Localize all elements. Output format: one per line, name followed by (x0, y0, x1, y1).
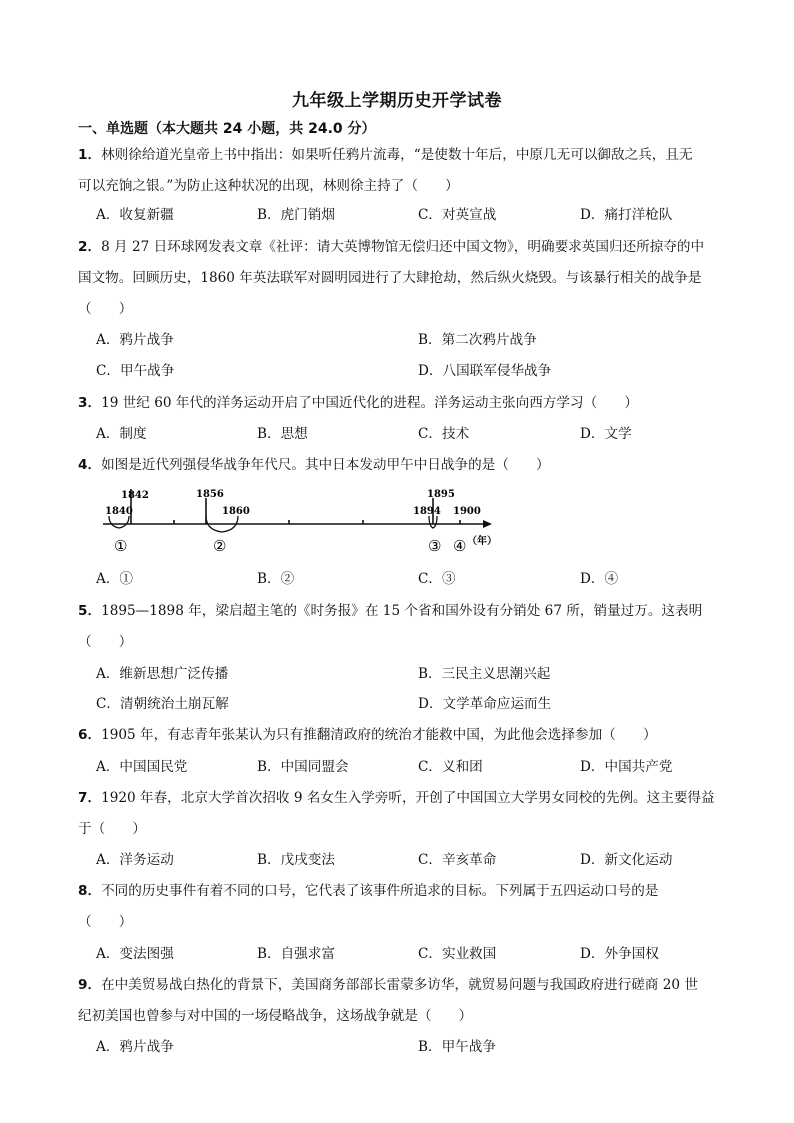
section-heading: 一、单选题（本大题共 24 小题，共 24.0 分） (78, 121, 376, 137)
question-number: 9． (78, 977, 102, 993)
option-a[interactable]: A．维新思想广泛传播 (96, 666, 229, 682)
question-text: 19 世纪 60 年代的洋务运动开启了中国近代化的进程。洋务运动主张向西方学习（ ） (101, 395, 638, 411)
question-number: 6． (78, 727, 102, 743)
option-c[interactable]: C．甲午战争 (96, 363, 175, 379)
bracket-1 (109, 516, 129, 528)
year-label-1842: 1842 (121, 490, 149, 501)
question-number: 1． (78, 147, 102, 163)
option-c[interactable]: C．技术 (418, 426, 470, 442)
question-text: 国文物。回顾历史，1860 年英法联军对圆明园进行了大肆抢劫，然后纵火烧毁。与该暴行相关的战争是 (78, 270, 702, 286)
option-b[interactable]: B．甲午战争 (418, 1039, 496, 1055)
question-2 (78, 232, 724, 325)
question-1 (78, 140, 724, 202)
question-6 (78, 720, 724, 751)
question-text: 如图是近代列强侵华战争年代尺。其中日本发动甲午中日战争的是（ ） (101, 457, 550, 473)
option-d[interactable]: D．④ (580, 571, 619, 587)
option-d[interactable]: D．文学革命应运而生 (418, 696, 552, 712)
option-b[interactable]: B．三民主义思潮兴起 (418, 666, 551, 682)
question-text: 不同的历史事件有着不同的口号，它代表了该事件所追求的目标。下列属于五四运动口号的是 (101, 883, 659, 899)
options-2b (96, 356, 736, 387)
question-number: 2． (78, 239, 102, 255)
question-text: 可以充饷之银。”为防止这种状况的出现，林则徐主持了（ ） (78, 178, 459, 194)
option-a[interactable]: A．鸦片战争 (96, 332, 174, 348)
question-text: 1895—1898 年，梁启超主笔的《时务报》在 15 个省和国外设有分销处 67 所，销量过万。这表明 (101, 603, 703, 619)
option-b[interactable]: B．自强求富 (257, 946, 335, 962)
page-title: 九年级上学期历史开学试卷 (292, 91, 502, 111)
question-text: 在中美贸易战白热化的背景下，美国商务部部长雷蒙多访华，就贸易问题与我国政府进行磋商 20 世 (101, 977, 698, 993)
question-text: 于（ ） (78, 821, 146, 837)
year-label-1840: 1840 (105, 506, 133, 517)
option-c[interactable]: C．③ (418, 571, 456, 587)
option-c[interactable]: C．义和团 (418, 759, 483, 775)
question-8 (78, 876, 724, 938)
question-text: （ ） (78, 634, 133, 650)
timeline-arrow (483, 520, 492, 528)
options-6 (96, 752, 736, 783)
timeline-figure (95, 484, 515, 560)
option-c[interactable]: C．清朝统治土崩瓦解 (96, 696, 229, 712)
year-label-1895: 1895 (427, 489, 455, 500)
option-b[interactable]: B．虎门销烟 (257, 207, 335, 223)
option-d[interactable]: D．痛打洋枪队 (580, 207, 673, 223)
option-d[interactable]: D．中国共产党 (580, 759, 673, 775)
option-d[interactable]: D．文学 (580, 426, 632, 442)
question-number: 8． (78, 883, 102, 899)
option-a[interactable]: A．① (96, 571, 134, 587)
year-label-1860: 1860 (222, 506, 250, 517)
question-5 (78, 596, 724, 658)
question-4 (78, 450, 724, 481)
question-3 (78, 388, 724, 419)
options-1 (96, 200, 736, 231)
marker-3: ③ (428, 537, 442, 555)
option-a[interactable]: A．洋务运动 (96, 852, 174, 868)
options-5b (96, 689, 736, 720)
option-d[interactable]: D．外争国权 (580, 946, 659, 962)
options-5a (96, 659, 736, 690)
option-d[interactable]: D．新文化运动 (580, 852, 673, 868)
option-d[interactable]: D．八国联军侵华战争 (418, 363, 552, 379)
year-label-1900: 1900 (453, 506, 481, 517)
question-text: 8 月 27 日环球网发表文章《社评：请大英博物馆无偿归还中国文物》，明确要求英国归还所掠夺的中 (101, 239, 705, 255)
question-number: 7． (78, 790, 102, 806)
options-7 (96, 845, 736, 876)
year-label-1856: 1856 (196, 489, 224, 500)
question-7 (78, 783, 724, 845)
question-text: （ ） (78, 914, 133, 930)
option-b[interactable]: B．思想 (257, 426, 308, 442)
options-2a (96, 325, 736, 356)
question-text: 林则徐给道光皇帝上书中指出：如果听任鸦片流毒，“是使数十年后，中原几无可以御敌之兵，且无 (101, 147, 693, 163)
question-number: 5． (78, 603, 102, 619)
option-c[interactable]: C．辛亥革命 (418, 852, 497, 868)
marker-2: ② (213, 537, 227, 555)
options-8 (96, 939, 736, 970)
question-text: （ ） (78, 301, 133, 317)
option-b[interactable]: B．中国同盟会 (257, 759, 349, 775)
question-text: 1920 年春，北京大学首次招收 9 名女生入学旁听，开创了中国国立大学男女同校的先例。这主要得益 (101, 790, 715, 806)
question-number: 4． (78, 457, 102, 473)
question-9 (78, 970, 724, 1032)
options-9 (96, 1032, 736, 1063)
options-4 (96, 564, 736, 595)
option-b[interactable]: B．戊戌变法 (257, 852, 335, 868)
question-text: 纪初美国也曾参与对中国的一场侵略战争，这场战争就是（ ） (78, 1008, 473, 1024)
question-text: 1905 年，有志青年张某认为只有推翻清政府的统治才能救中国，为此他会选择参加（ ） (101, 727, 657, 743)
option-a[interactable]: A．收复新疆 (96, 207, 174, 223)
option-b[interactable]: B．第二次鸦片战争 (418, 332, 537, 348)
question-number: 3． (78, 395, 102, 411)
year-label-1894: 1894 (413, 506, 441, 517)
unit-label: （年） (467, 536, 497, 547)
option-a[interactable]: A．中国国民党 (96, 759, 188, 775)
marker-4: ④ (453, 537, 467, 555)
options-3 (96, 419, 736, 450)
option-a[interactable]: A．变法图强 (96, 946, 174, 962)
option-c[interactable]: C．对英宣战 (418, 207, 497, 223)
option-c[interactable]: C．实业救国 (418, 946, 497, 962)
option-b[interactable]: B．② (257, 571, 295, 587)
option-a[interactable]: A．制度 (96, 426, 147, 442)
option-a[interactable]: A．鸦片战争 (96, 1039, 174, 1055)
marker-1: ① (114, 537, 128, 555)
